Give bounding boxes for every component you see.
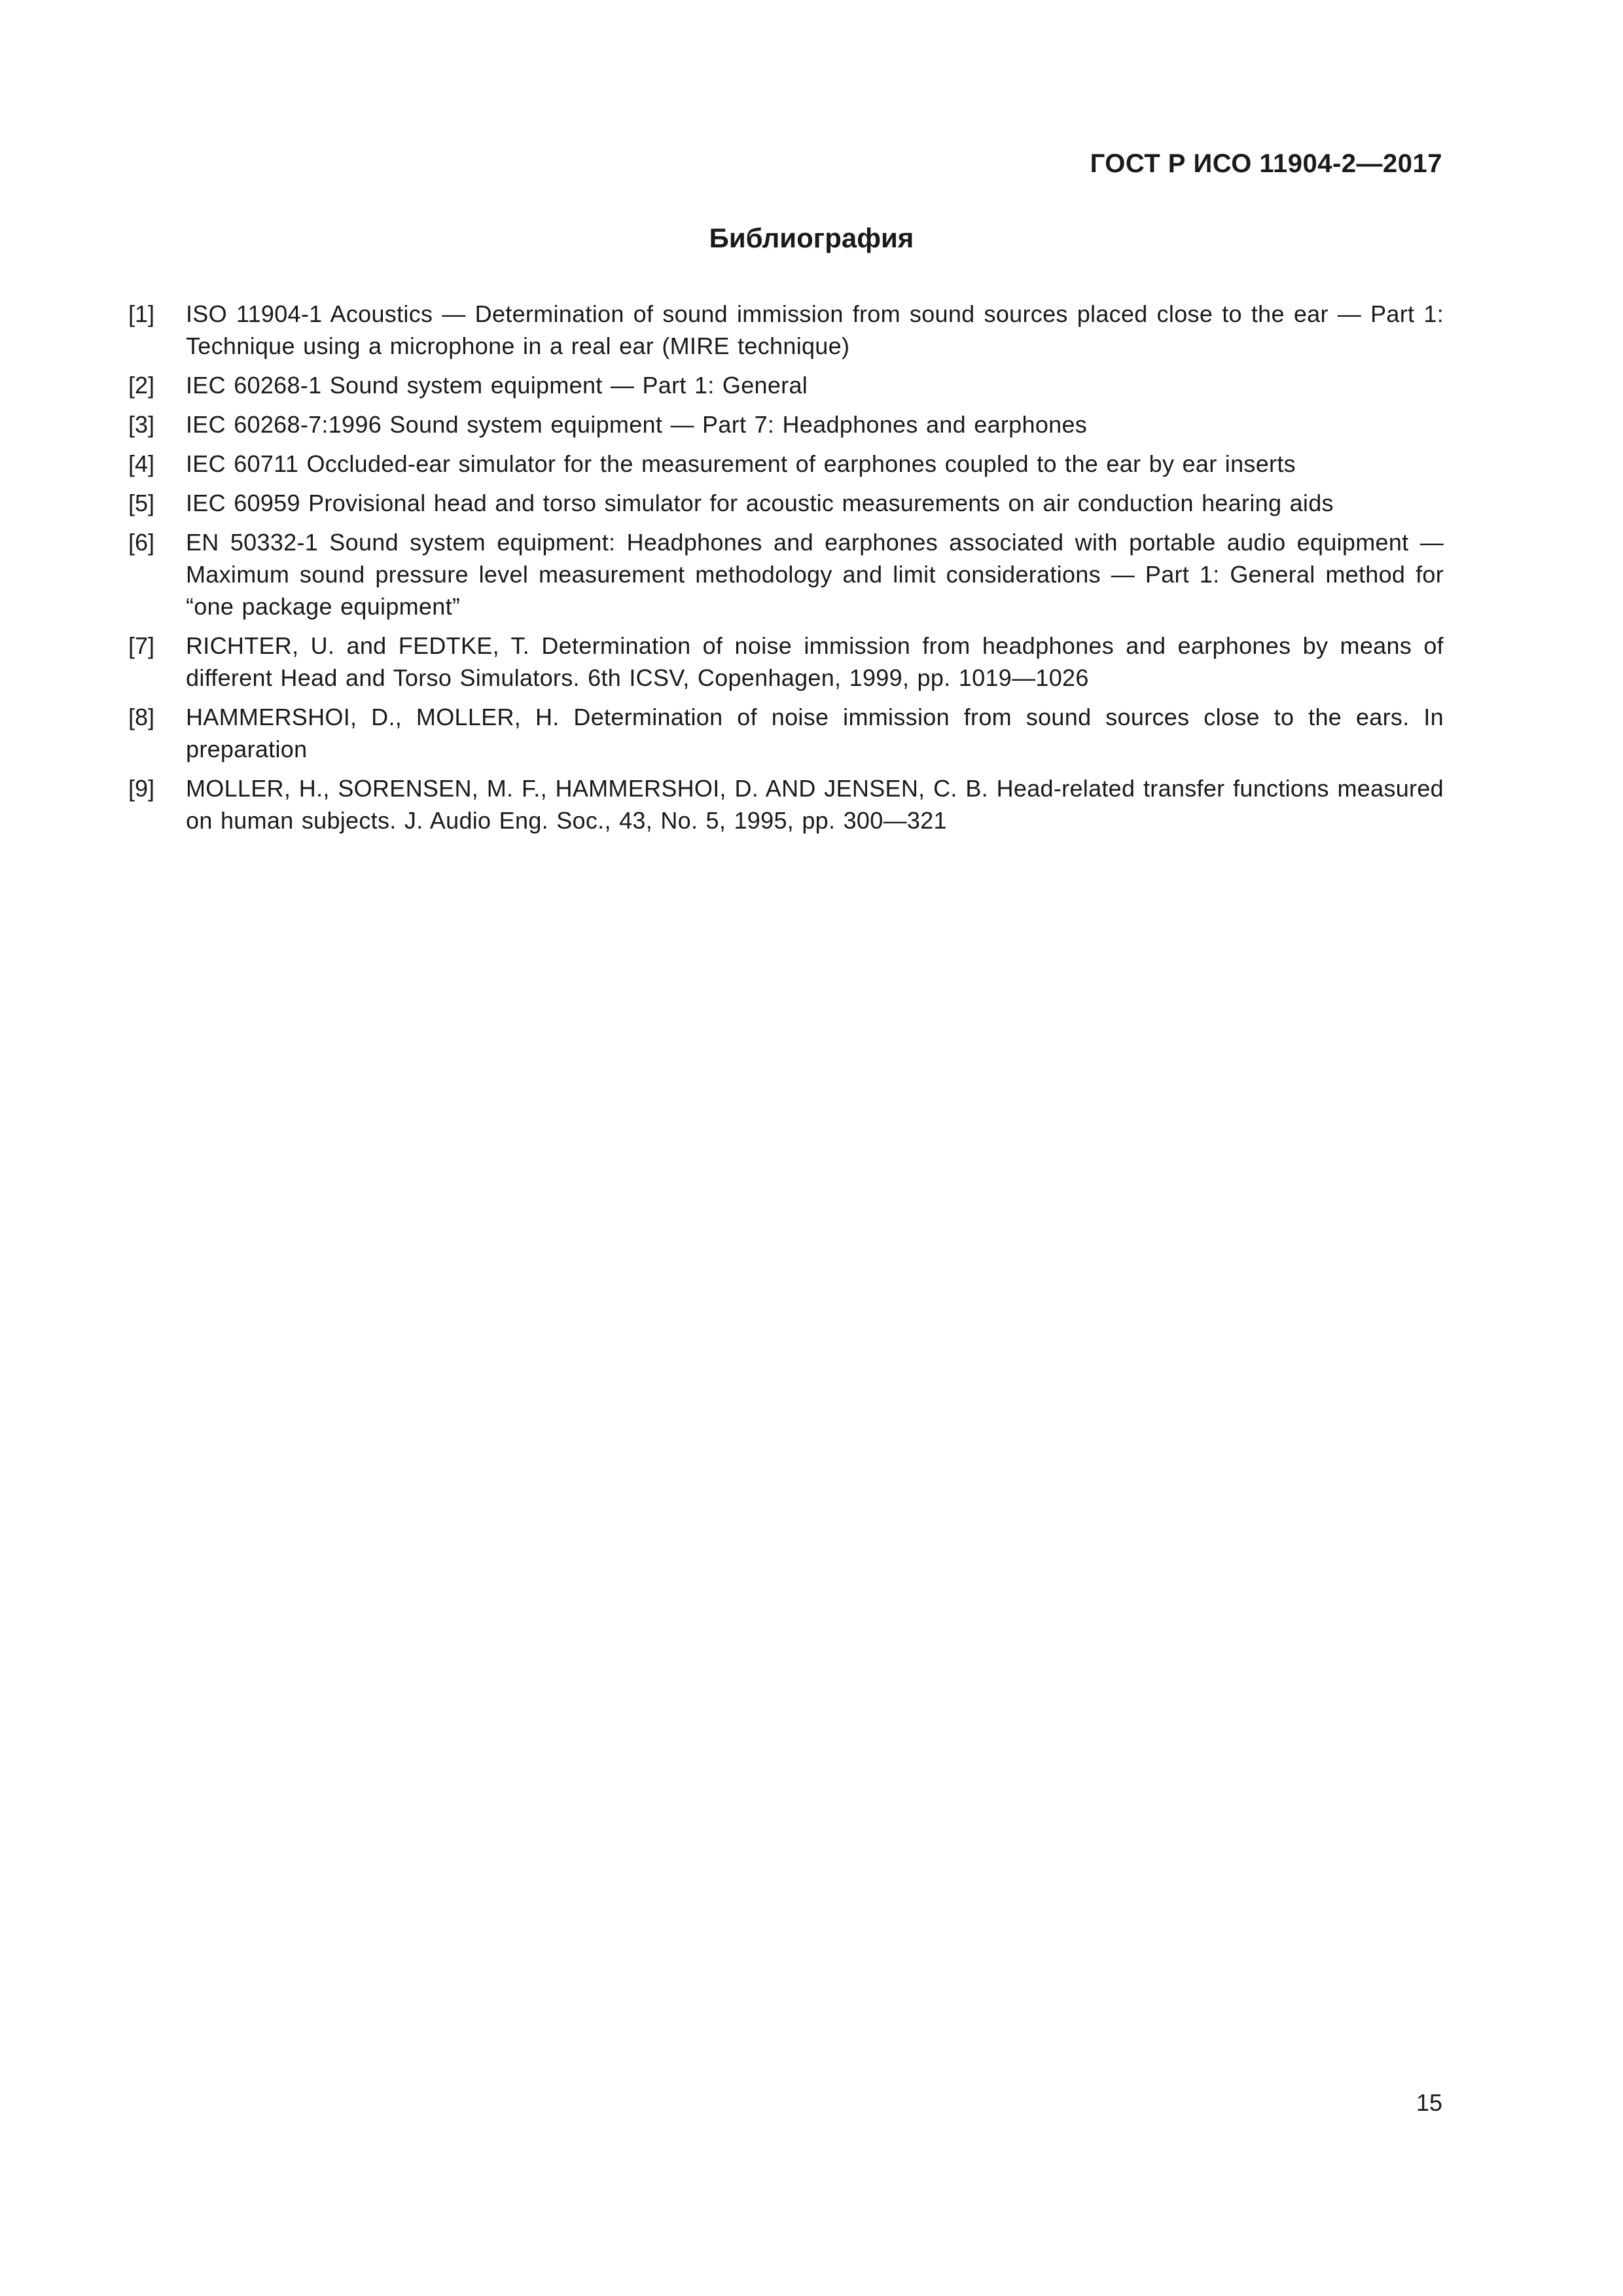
reference-number: [4]: [128, 450, 155, 477]
reference-number: [8]: [128, 704, 155, 730]
page-number: 15: [1416, 2089, 1442, 2116]
bibliography-item: [128, 448, 1444, 480]
reference-text: MOLLER, H., SORENSEN, M. F., HAMMERSHOI, D. AND JENSEN, C. B. Head-related transfer functions measured on human subjects. J. Audio Eng. Soc., 43, No. 5, 1995, pp. 300—321: [186, 775, 1444, 834]
reference-number: [1]: [128, 300, 155, 327]
reference-text: EN 50332-1 Sound system equipment: Headphones and earphones associated with portable audio equipment — Maximum sound pressure level measurement methodology and limit considerations — Part 1: General method for “one package equipment”: [186, 529, 1444, 620]
bibliography-item: [128, 369, 1444, 401]
reference-number: [5]: [128, 490, 155, 516]
reference-text: ISO 11904-1 Acoustics — Determination of sound immission from sound sources placed close to the ear — Part 1: Technique using a microphone in a real ear (MIRE technique): [186, 300, 1444, 359]
reference-number: [9]: [128, 775, 155, 802]
reference-text: IEC 60268-7:1996 Sound system equipment — Part 7: Headphones and earphones: [186, 411, 1088, 438]
reference-text: RICHTER, U. and FEDTKE, T. Determination of noise immission from headphones and earphones by means of different Head and Torso Simulators. 6th ICSV, Copenhagen, 1999, pp. 1019—1026: [186, 632, 1444, 691]
reference-number: [7]: [128, 632, 155, 659]
bibliography-item: [128, 526, 1444, 622]
reference-text: HAMMERSHOI, D., MOLLER, H. Determination of noise immission from sound sources close to the ears. In preparation: [186, 704, 1444, 762]
bibliography-item: [128, 772, 1444, 836]
reference-text: IEC 60711 Occluded-ear simulator for the measurement of earphones coupled to the ear by ear inserts: [186, 450, 1296, 477]
bibliography-item: [128, 487, 1444, 519]
bibliography-title: Библиография: [709, 223, 914, 253]
reference-number: [3]: [128, 411, 155, 438]
bibliography-item: [128, 701, 1444, 765]
bibliography-item: [128, 630, 1444, 694]
bibliography-list: [128, 298, 1444, 844]
document-standard-id: ГОСТ Р ИСО 11904-2—2017: [1090, 149, 1442, 178]
reference-text: IEC 60959 Provisional head and torso simulator for acoustic measurements on air conduction hearing aids: [186, 490, 1334, 516]
bibliography-item: [128, 298, 1444, 362]
reference-number: [6]: [128, 529, 155, 556]
reference-number: [2]: [128, 372, 155, 399]
reference-text: IEC 60268-1 Sound system equipment — Part 1: General: [186, 372, 808, 399]
bibliography-item: [128, 408, 1444, 440]
